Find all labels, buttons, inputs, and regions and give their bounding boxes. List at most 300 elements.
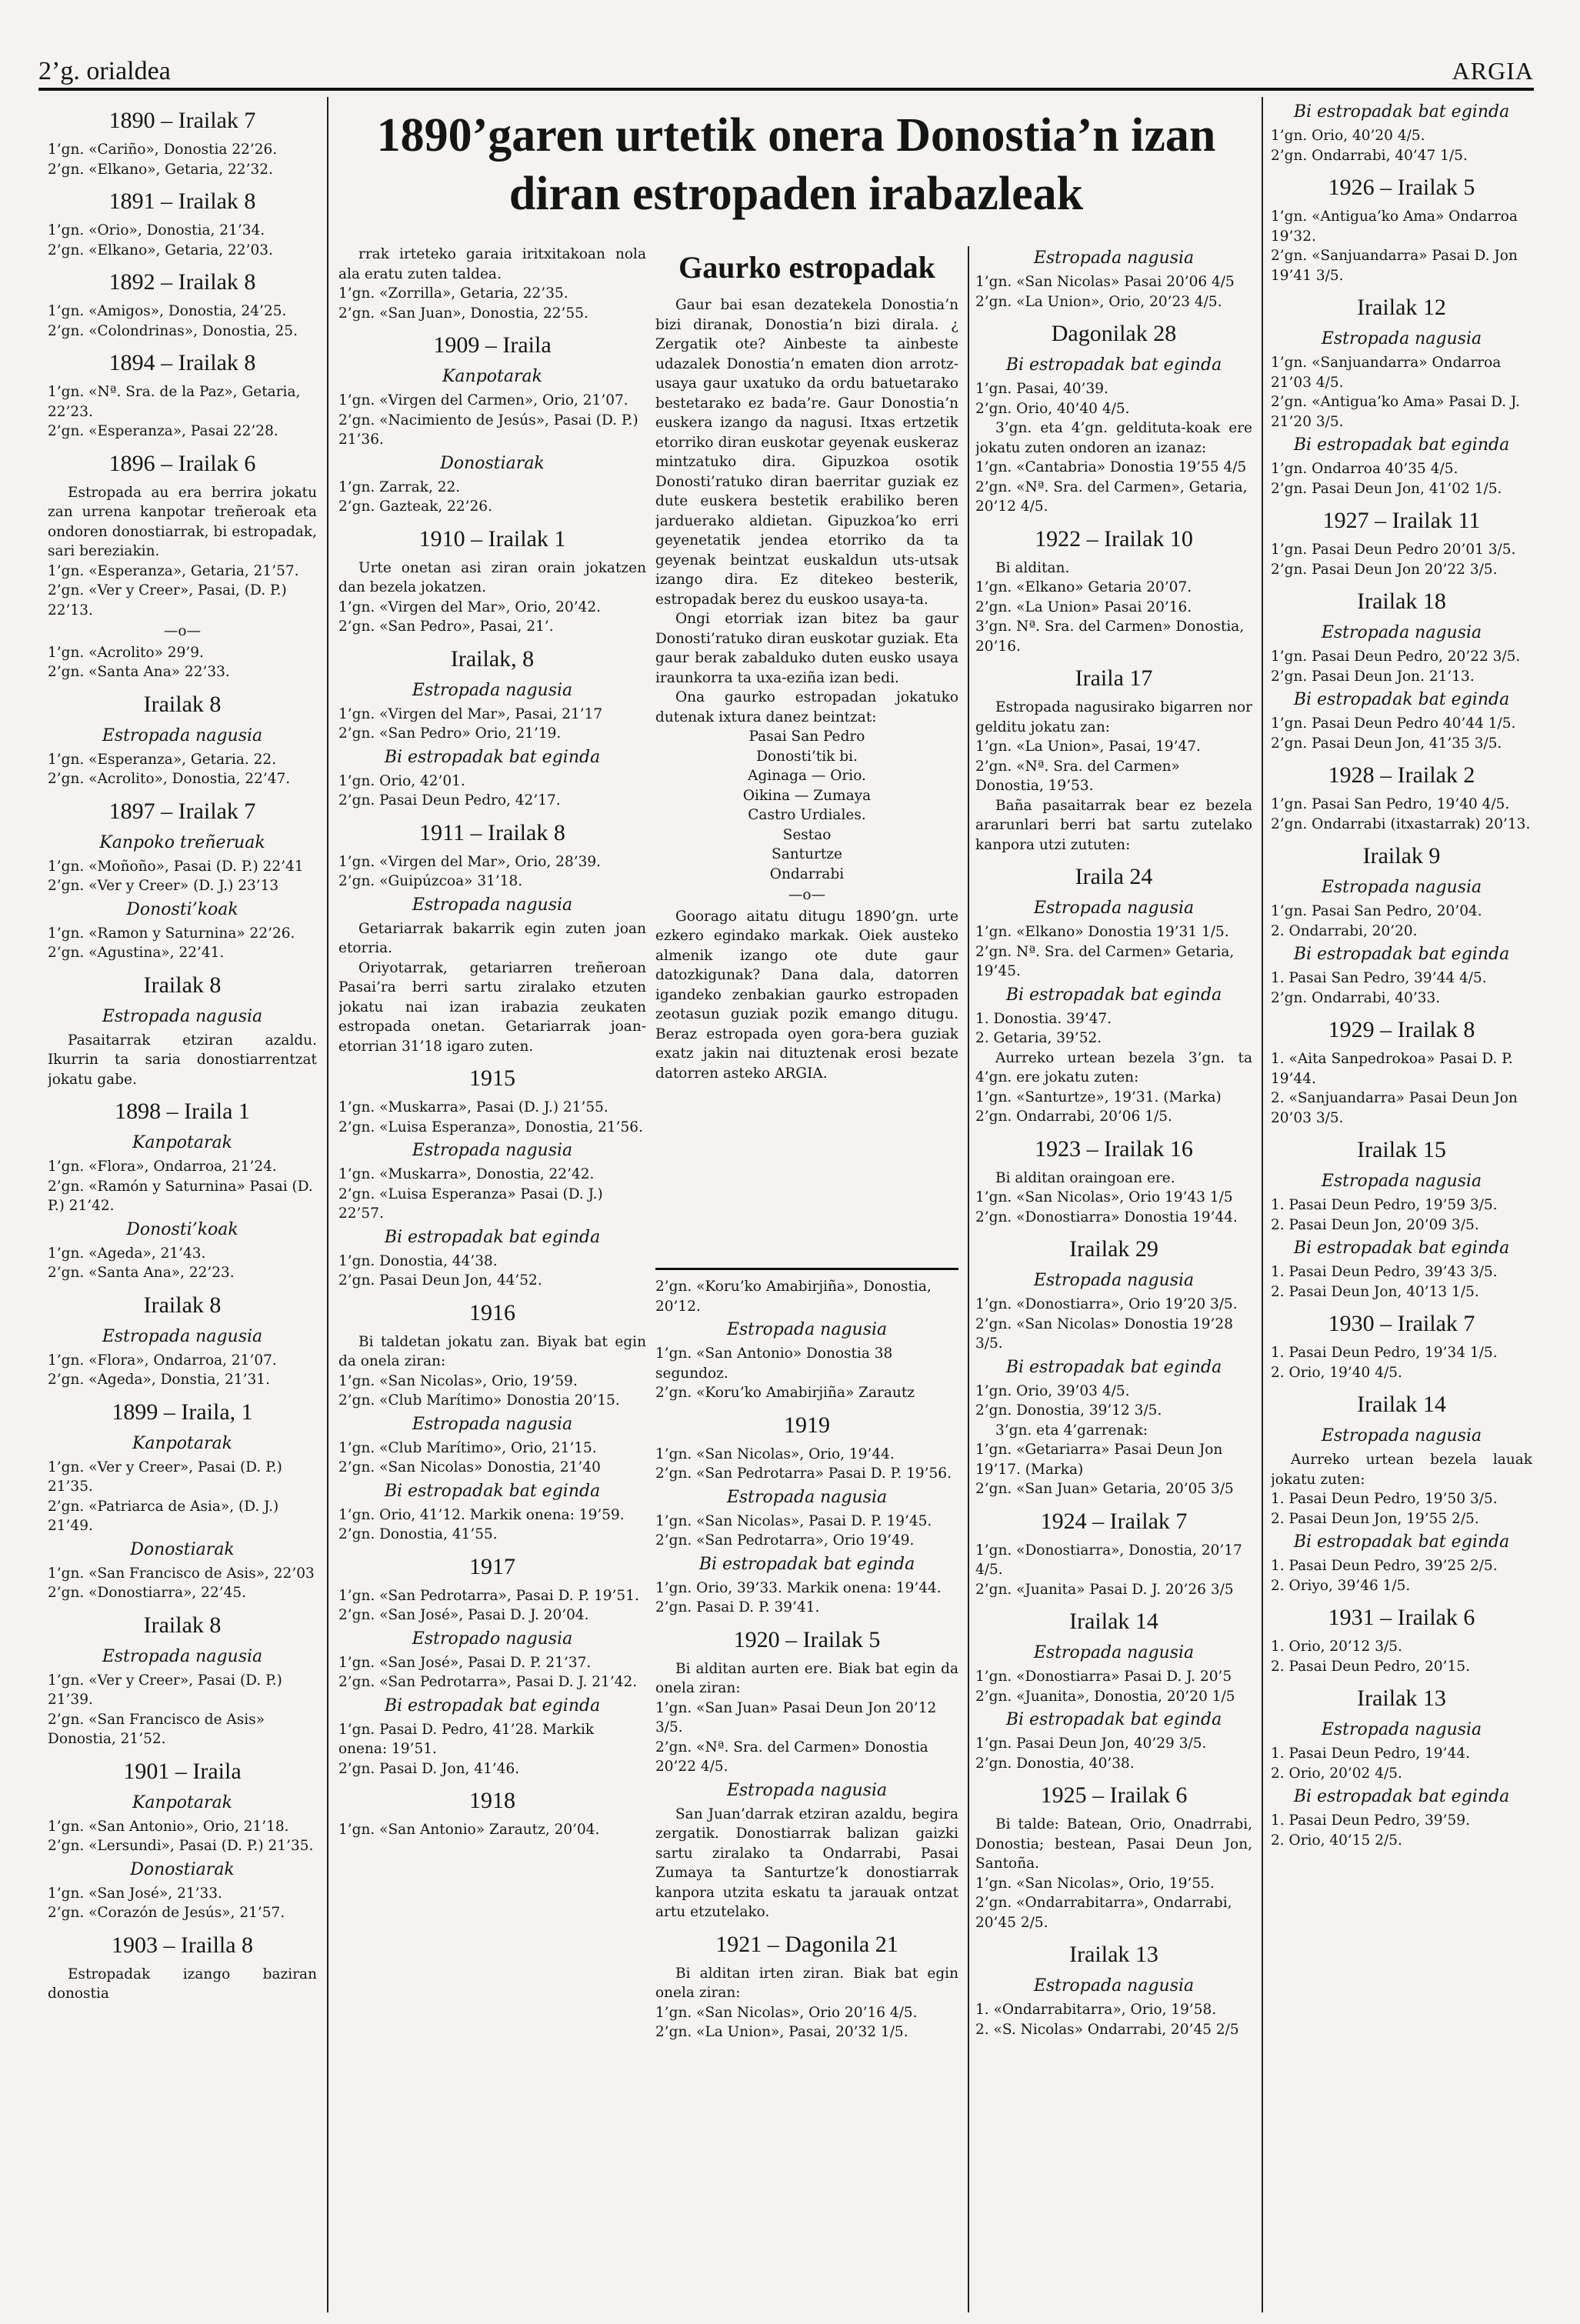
result-line: 1. «Aita Sanpedrokoa» Pasai D. P. 19’44. <box>1271 1051 1513 1087</box>
subheading: Donostiarak <box>130 1539 235 1559</box>
result-line: 1’gn. Pasai D. Pedro, 41’28. Markik onena: 19’51. <box>338 1721 595 1757</box>
result-line: 2’gn. «Colondrinas», Donostia, 25. <box>48 322 298 339</box>
result-line: 2’gn. Pasai Deun Jon, 41’02 1/5. <box>1271 480 1502 497</box>
subheading: Donosti’koak <box>126 899 238 919</box>
subheading: Estropada nagusia <box>102 1646 263 1666</box>
result-line: 2’gn. «Juanita», Donostia, 20’20 1/5 <box>975 1688 1235 1705</box>
paragraph: Oriyotarrak, getariarren treñeroan Pasai’ra berri sartu ziralako etzuten jokatu nai izan irabazia zeukaten estropada onetan. Getariarrak joan-etorrian 31’18 igaro zuten. <box>338 959 646 1055</box>
subheading: Estropada nagusia <box>726 1780 888 1800</box>
result-line: 2’gn. «Juanita» Pasai D. J. 20’26 3/5 <box>975 1581 1234 1598</box>
subheading: Estropada nagusia <box>1033 1976 1195 1996</box>
subheading: Kanpoko treñeruak <box>99 832 265 852</box>
section-heading: Irailak 14 <box>1357 1392 1446 1417</box>
section-heading: 1918 <box>469 1788 515 1813</box>
subheading: Estropada nagusia <box>1321 878 1482 897</box>
subheading: Estropada nagusia <box>412 680 573 700</box>
subheading: Bi estropadak bat eginda <box>384 1481 601 1501</box>
gaurko-paragraph: Gaur bai esan dezatekela Donostia’n bizi diranak, Donostia’n bizi dirala. ¿ Zergatik ote? Ainbeste ta ainbeste udazalek Donostia’n ematen dion arrotz-usaya gaur uxatuko da ordu batuetarako bestetarako ez bada’re. Gaur Donostia’n euskera izango da nagusi. Itxas ertzetik etorriko diran euskotar geyenak euskeraz mintzatuko dira. Gipuzkoa osotik Donosti’ratuko diran baerritar guziak ez dute euskera bestetik erabiliko beren jarduerako aldietan. Gipuzkoa’ko erri geyenetatik jendea etorriko da ta geyenak beintzat euskaldun uts-utsak izango dira. Ez ditekeo besterik, estropadak berez du euskoo usaya-ta. <box>655 297 958 608</box>
paragraph: Bi alditan. <box>995 559 1070 576</box>
result-line: 1. Pasai San Pedro, 39’44 4/5. <box>1271 970 1487 986</box>
result-line: 2’gn. «Lersundi», Pasai (D. P.) 21’35. <box>48 1838 314 1854</box>
result-line: 2’gn. «Donostiarra» Donostia 19’44. <box>975 1209 1238 1225</box>
subheading: Kanpotarak <box>442 367 542 386</box>
paragraph: Bi taldetan jokatu zan. Biyak bat egin da onela ziran: <box>338 1333 646 1369</box>
result-line: 1’gn. «Cariño», Donostia 22’26. <box>48 142 278 158</box>
subheading: Bi estropadak bat eginda <box>1293 1239 1510 1258</box>
result-line: 1’gn. «Donostiarra», Donostia, 20’17 4/5. <box>975 1542 1242 1578</box>
result-line: 2’gn. «Luisa Esperanza» Pasai (D. J.) 22’57. <box>338 1185 603 1222</box>
result-line: 1’gn. «Ramon y Saturnina» 22’26. <box>48 925 295 942</box>
paragraph: rrak irteteko garaia iritxitakoan nola ala eratu zuten taldea. <box>338 246 646 282</box>
subheading: Estropada nagusia <box>412 1141 573 1160</box>
result-line: 1’gn. «Acrolito» 29’9. <box>48 644 204 661</box>
subheading: Bi estropadak bat eginda <box>384 1227 601 1247</box>
team-name: Sestao <box>782 826 832 843</box>
subheading: Bi estropadak bat eginda <box>1005 985 1222 1005</box>
column-rule <box>968 246 969 2312</box>
result-line: 1’gn. «Getariarra» Pasai Deun Jon 19’17. (Marka) <box>975 1442 1223 1478</box>
result-line: 2. Orio, 40’15 2/5. <box>1271 1832 1402 1849</box>
subheading: Estropada nagusia <box>726 1320 888 1339</box>
result-line: 2’gn. «Ver y Creer», Pasai, (D. P.) 22’13. <box>48 582 287 619</box>
result-line: 2. Pasai Deun Jon, 20’09 3/5. <box>1271 1216 1479 1233</box>
result-line: 2’gn. «Santa Ana» 22’33. <box>48 664 230 680</box>
result-line: 2’gn. Orio, 40’40 4/5. <box>975 400 1130 417</box>
result-line: 2’gn. Nª. Sra. del Carmen» Getaria, 19’45. <box>975 943 1235 979</box>
result-line: 1’gn. «Donostiarra», Orio 19’20 3/5. <box>975 1296 1238 1312</box>
result-line: 1. Pasai Deun Pedro, 19’50 3/5. <box>1271 1491 1498 1507</box>
result-line: 1’gn. Pasai Deun Jon, 40’29 3/5. <box>975 1735 1207 1752</box>
result-line: 1’gn. «Donostiarra» Pasai D. J. 20’5 <box>975 1669 1232 1685</box>
result-line: 1’gn. «San Juan» Pasai Deun Jon 20’12 3/5. <box>655 1699 937 1735</box>
result-line: 2’gn. «Ageda», Donstia, 21’31. <box>48 1372 270 1388</box>
result-line: 2’gn. «Corazón de Jesús», 21’57. <box>48 1905 285 1921</box>
subheading: Bi estropadak bat eginda <box>1005 355 1222 375</box>
result-line: 2’gn. Donostia, 41’55. <box>338 1526 498 1542</box>
result-line: 2’gn. «Patriarca de Asia», (D. J.) 21’49. <box>48 1498 279 1534</box>
result-line: 1’gn. «Zorrilla», Getaria, 22’35. <box>338 285 568 302</box>
section-heading: 1892 – Irailak 8 <box>108 269 256 295</box>
section-heading: Irailak 12 <box>1357 295 1446 320</box>
section-heading: 1923 – Irailak 16 <box>1035 1135 1193 1162</box>
result-line: 1’gn. «San Nicolas», Orio 19’43 1/5 <box>975 1189 1233 1205</box>
result-line: 1’gn. «San Nicolas», Orio, 19’59. <box>338 1372 578 1389</box>
result-line: 1’gn. «Ageda», 21’43. <box>48 1245 206 1262</box>
result-line: 3’gn. Nª. Sra. del Carmen» Donostia, 20’16. <box>975 619 1245 655</box>
result-line: 2’gn. «Ondarrabitarra», Ondarrabi, 20’45 2/5. <box>975 1895 1232 1931</box>
result-line: 1’gn. Pasai San Pedro, 19’40 4/5. <box>1271 796 1510 812</box>
subheading: Bi estropadak bat eginda <box>1005 1710 1222 1729</box>
paragraph: Estropadak izango baziran donostia <box>48 1966 317 2002</box>
subheading: Estropada nagusia <box>1321 329 1482 348</box>
section-heading: Irailak 8 <box>143 972 222 998</box>
result-line: 1’gn. «Esperanza», Getaria, 21’57. <box>48 562 299 579</box>
result-line: 2’gn. «Nª. Sra. del Carmen», Getaria, 20’12 4/5. <box>975 478 1248 515</box>
result-line: 1. Pasai Deun Pedro, 39’43 3/5. <box>1271 1264 1498 1280</box>
gaurko-paragraph: Ongi etorriak izan bitez ba gaur Donosti’ratuko diran euskotar guziak. Eta gaur berak zabalduko duten eusko usaya iraunkorra ta uxa-eziña izan bedi. <box>655 611 958 686</box>
result-line: 1’gn. «San José», Pasai D. P. 21’37. <box>338 1654 592 1671</box>
result-line: 2’gn. «San Nicolas» Donostia, 21’40 <box>338 1459 601 1475</box>
result-line: 2’gn. Ondarrabi (itxastarrak) 20’13. <box>1271 815 1531 832</box>
result-line: 1’gn. «San Francisco de Asis», 22’03 <box>48 1565 315 1582</box>
result-line: 2’gn. «La Union» Pasai 20’16. <box>975 599 1192 615</box>
result-line: 2’gn. «Koru’ko Amabirjiña» Zarautz <box>655 1385 915 1401</box>
section-heading: 1891 – Irailak 8 <box>108 188 256 214</box>
section-heading: 1915 <box>469 1065 515 1091</box>
result-line: 2’gn. «Club Marítimo» Donostia 20’15. <box>338 1392 620 1409</box>
result-line: 1’gn. «San Nicolas», Orio, 19’55. <box>975 1875 1215 1892</box>
result-line: 2’gn. Pasai D. P. 39’41. <box>655 1599 820 1615</box>
section-heading: 1899 – Iraila, 1 <box>112 1399 253 1425</box>
result-line: 2’gn. «San Pedro», Pasai, 21’. <box>338 619 554 635</box>
result-line: 2’gn. «Koru’ko Amabirjiña», Donostia, 20’12. <box>655 1279 932 1315</box>
result-line: 1’gn. «Virgen del Mar», Orio, 20’42. <box>338 599 602 615</box>
result-line: 1’gn. «La Union», Pasai, 19’47. <box>975 739 1201 755</box>
section-heading: 1916 <box>469 1299 515 1325</box>
main-title-line: 1890’garen urtetik onera Donostia’n izan <box>376 109 1216 162</box>
section-heading: Irailak 13 <box>1069 1942 1158 1967</box>
result-line: 1’gn. Zarrak, 22. <box>338 478 461 495</box>
section-heading: Irailak 8 <box>143 1292 222 1318</box>
section-heading: 1919 <box>784 1412 830 1438</box>
result-line: 1’gn. «San Antonio» Zarautz, 20’04. <box>338 1822 600 1838</box>
subheading: Bi estropadak bat eginda <box>1293 1532 1510 1552</box>
result-line: 2’gn. «Nacimiento de Jesús», Pasai (D. P.) 21’36. <box>338 412 638 448</box>
result-line: 1. Pasai Deun Pedro, 19’34 1/5. <box>1271 1345 1498 1361</box>
result-line: 2’gn. «Sanjuandarra» Pasai D. Jon 19’41 3/5. <box>1271 248 1518 284</box>
column-5 <box>1271 98 1532 2314</box>
section-heading: 1898 – Iraila 1 <box>115 1099 250 1124</box>
result-line: 1’gn. Pasai San Pedro, 20’04. <box>1271 903 1482 919</box>
result-line: 1. «Ondarrabitarra», Orio, 19’58. <box>975 2002 1217 2018</box>
subheading: Estropada nagusia <box>1321 1172 1482 1191</box>
column-4 <box>975 245 1252 2314</box>
team-name: Pasai San Pedro <box>748 729 865 745</box>
subheading: Estropada nagusia <box>1033 1271 1195 1290</box>
column-rule <box>1262 97 1263 2312</box>
result-line: 1’gn. «Cantabria» Donostia 19’55 4/5 <box>975 459 1247 475</box>
result-line: 1’gn. «San José», 21’33. <box>48 1885 222 1902</box>
result-line: 1’gn. Orio, 41’12. Markik onena: 19’59. <box>338 1506 625 1523</box>
result-line: 2’gn. «Ver y Creer» (D. J.) 23’13 <box>48 878 279 894</box>
paragraph: Estropada nagusirako bigarren nor gelditu jokatu zan: <box>975 699 1252 735</box>
gaurko-title: Gaurko estropadak <box>678 250 935 285</box>
result-line: 2’gn. Gazteak, 22’26. <box>338 498 492 515</box>
section-separator: —o— <box>163 623 202 639</box>
section-heading: 1926 – Irailak 5 <box>1328 175 1475 200</box>
subheading: Estropada nagusia <box>412 895 573 915</box>
result-line: 1’gn. «Club Marítimo», Orio, 21’15. <box>338 1439 597 1456</box>
section-separator: —o— <box>788 887 826 903</box>
section-heading: 1922 – Irailak 10 <box>1035 525 1193 552</box>
result-line: 2’gn. «Ramón y Saturnina» Pasai (D. P.) 21’42. <box>48 1178 313 1214</box>
section-heading: Irailak 14 <box>1069 1609 1158 1634</box>
section-heading: 1920 – Irailak 5 <box>733 1626 881 1652</box>
paragraph: Getariarrak bakarrik egin zuten joan etorria. <box>338 920 646 956</box>
result-line: 1’gn. «San Nicolas», Pasai D. P. 19’45. <box>655 1512 932 1529</box>
result-line: 2’gn. «San Pedrotarra», Orio 19’49. <box>655 1532 915 1549</box>
result-line: 1’gn. Pasai Deun Pedro 40’44 1/5. <box>1271 715 1516 732</box>
subheading: Estropada nagusia <box>1321 1720 1482 1739</box>
result-line: 1’gn. «San Nicolas», Orio 20’16 4/5. <box>655 2004 918 2021</box>
section-heading: 1931 – Irailak 6 <box>1328 1605 1475 1630</box>
paragraph: Estropada au era berrira jokatu zan urrena kanpotar treñeroak eta ondoren donostiarrak, bi estropadak, sari bereziakin. <box>48 484 317 559</box>
paragraph: 3’gn. eta 4’garrenak: <box>995 1422 1148 1439</box>
result-line: 2. Pasai Deun Pedro, 20’15. <box>1271 1658 1470 1675</box>
gaurko-paragraph: Ona gaurko estropadan jokatuko dutenak ixtura danez beintzat: <box>655 689 958 725</box>
subheading: Kanpotarak <box>132 1133 232 1152</box>
result-line: 1’gn. «San Pedrotarra», Pasai D. P. 19’51. <box>338 1587 639 1604</box>
subheading: Kanpotarak <box>132 1792 232 1812</box>
subheading: Estropado nagusia <box>412 1629 573 1649</box>
result-line: 1’gn. «Antigua’ko Ama» Ondarroa 19’32. <box>1271 208 1518 245</box>
result-line: 2. Orio, 19’40 4/5. <box>1271 1364 1402 1381</box>
result-line: 2’gn. Donostia, 39’12 3/5. <box>975 1402 1162 1419</box>
team-name: Donosti’tik bi. <box>756 748 858 765</box>
result-line: 2’gn. «San Juan» Getaria, 20’05 3/5 <box>975 1481 1234 1497</box>
result-line: 2’gn. Pasai Deun Jon, 44’52. <box>338 1272 542 1289</box>
result-line: 2’gn. «San Nicolas» Donostia 19’28 3/5. <box>975 1315 1233 1352</box>
result-line: 1’gn. Orio, 40’20 4/5. <box>1271 128 1425 144</box>
masthead <box>38 54 1534 91</box>
page-number: 2’g. orialdea <box>38 57 171 85</box>
result-line: 1’gn. «San Nicolas», Orio, 19’44. <box>655 1445 895 1462</box>
gaurko-closing: Goorago aitatu ditugu 1890’gn. urte ezkero egindako markak. Oiek austeko almenik izango ote dute gaur datozkigunak? Dana dala, datorren igandeko zenbakian gaurko estropaden zeotasun guziak pozik emango ditugu. Beraz estropada oyen gora-bera guziak exatz jakin nai dituztenak erosi bezate datorren asteko ARGIA. <box>655 908 958 1082</box>
result-line: 1’gn. Orio, 39’03 4/5. <box>975 1382 1130 1399</box>
subheading: Estropada nagusia <box>726 1487 888 1507</box>
result-line: 2. Oriyo, 39’46 1/5. <box>1271 1577 1411 1594</box>
paragraph: San Juan’darrak etziran azaldu, begira zergatik. Donostiarrak balizan gaizki sartu ziralako ta Ondarrabi, Pasai Zumaya ta Santurtze’k donostiarrak kanpora utzita eskatu ta jarauak ontzat artu etzutelako. <box>655 1806 958 1920</box>
section-heading: 1897 – Irailak 7 <box>108 798 256 824</box>
section-heading: 1928 – Irailak 2 <box>1328 762 1475 788</box>
result-line: 2’gn. Pasai Deun Jon 20’22 3/5. <box>1271 561 1498 578</box>
section-heading: 1929 – Irailak 8 <box>1328 1017 1475 1042</box>
subheading: Estropada nagusia <box>102 1326 263 1346</box>
section-heading: Irailak 8 <box>143 691 222 717</box>
result-line: 2’gn. Pasai Deun Jon, 41’35 3/5. <box>1271 735 1502 752</box>
result-line: 2. «Sanjuandarra» Pasai Deun Jon 20’03 3/5. <box>1271 1090 1518 1126</box>
result-line: 2’gn. Ondarrabi, 20’06 1/5. <box>975 1109 1172 1125</box>
result-line: 1’gn. «Amigos», Donostia, 24’25. <box>48 303 287 319</box>
result-line: 1. Pasai Deun Pedro, 19’44. <box>1271 1746 1470 1762</box>
result-line: 1. Orio, 20’12 3/5. <box>1271 1639 1402 1655</box>
result-line: 2’gn. Ondarrabi, 40’33. <box>1271 989 1441 1006</box>
section-heading: 1927 – Irailak 11 <box>1322 508 1481 533</box>
result-line: 1’gn. «Ver y Creer», Pasai (D. P.) 21’35. <box>48 1459 282 1495</box>
team-name: Castro Urdiales. <box>748 807 866 823</box>
section-heading: Iraila 17 <box>1075 665 1153 691</box>
result-line: 2’gn. «Guipúzcoa» 31’18. <box>338 873 523 889</box>
paragraph: Bi alditan oraingoan ere. <box>995 1169 1175 1186</box>
subheading: Estropada nagusia <box>1321 623 1482 642</box>
section-heading: 1903 – Irailla 8 <box>111 1932 254 1958</box>
section-heading: 1924 – Irailak 7 <box>1040 1508 1188 1534</box>
result-line: 2. Pasai Deun Jon, 40’13 1/5. <box>1271 1283 1479 1300</box>
result-line: 2’gn. «Esperanza», Pasai 22’28. <box>48 423 278 439</box>
publication-name: ARGIA <box>1452 57 1534 85</box>
subheading: Bi estropadak bat eginda <box>1293 1787 1510 1806</box>
result-line: 1’gn. «Virgen del Mar», Pasai, 21’17 <box>338 705 603 722</box>
result-line: 1’gn. «Moñoño», Pasai (D. P.) 22’41 <box>48 858 304 875</box>
box-rule <box>655 1268 958 1270</box>
paragraph: Bi talde: Batean, Orio, Onadrrabi, Donostia; bestean, Pasai Deun Jon, Santoña. <box>975 1816 1252 1872</box>
result-line: 2’gn. «San Juan», Donostia, 22’55. <box>338 305 588 322</box>
section-heading: 1921 – Dagonila 21 <box>715 1931 898 1957</box>
result-line: 1’gn. «San Antonio», Orio, 21’18. <box>48 1818 289 1835</box>
paragraph: Aurreko urtean bezela lauak jokatu zuten: <box>1271 1452 1532 1488</box>
result-line: 1’gn. «Elkano» Donostia 19’31 1/5. <box>975 924 1229 940</box>
subheading: Bi estropadak bat eginda <box>384 747 601 767</box>
team-name: Oikina — Zumaya <box>742 787 872 804</box>
section-heading: Irailak 18 <box>1357 589 1446 614</box>
column-3-lower <box>655 1277 958 2314</box>
team-name: Ondarrabi <box>769 865 845 882</box>
result-line: 2’gn. Ondarrabi, 40’47 1/5. <box>1271 147 1468 164</box>
column-rule <box>327 97 328 2312</box>
result-line: 1’gn. «Sanjuandarra» Ondarroa 21’03 4/5. <box>1271 355 1502 391</box>
main-title-line: diran estropaden irabazleak <box>508 168 1084 220</box>
result-line: 2’gn. «Santa Ana», 22’23. <box>48 1265 235 1281</box>
column-2 <box>338 245 646 2314</box>
result-line: 2’gn. «La Union», Orio, 20’23 4/5. <box>975 293 1222 310</box>
result-line: 2’gn. «Donostiarra», 22’45. <box>48 1585 247 1601</box>
result-line: 2’gn. Pasai D. Jon, 41’46. <box>338 1760 520 1777</box>
main-title <box>338 106 1254 223</box>
result-line: 1’gn. «San Nicolas» Pasai 20’06 4/5 <box>975 274 1235 290</box>
result-line: 2. Getaria, 39’52. <box>975 1030 1102 1046</box>
result-line: 1. Pasai Deun Pedro, 39’25 2/5. <box>1271 1558 1498 1574</box>
result-line: 2’gn. «Elkano», Getaria, 22’32. <box>48 161 273 178</box>
result-line: 1’gn. Donostia, 44’38. <box>338 1252 498 1269</box>
result-line: 1’gn. Ondarroa 40’35 4/5. <box>1271 461 1458 477</box>
section-heading: 1909 – Iraila <box>433 332 552 358</box>
result-line: 2’gn. «La Union», Pasai, 20’32 1/5. <box>655 2024 908 2040</box>
column-1 <box>48 98 317 2314</box>
result-line: 1’gn. «Flora», Ondarroa, 21’24. <box>48 1159 277 1175</box>
section-heading: Irailak, 8 <box>450 645 535 672</box>
result-line: 1’gn. Orio, 42’01. <box>338 772 465 789</box>
result-line: 1’gn. «Ver y Creer», Pasai (D. P.) 21’39. <box>48 1672 282 1708</box>
section-heading: 1901 – Iraila <box>123 1758 242 1784</box>
subheading: Bi estropadak bat eginda <box>698 1554 915 1574</box>
subheading: Donosti’koak <box>126 1219 238 1239</box>
section-heading: 1917 <box>469 1553 515 1579</box>
subheading: Bi estropadak bat eginda <box>1293 945 1510 964</box>
subheading: Estropada nagusia <box>412 1414 573 1434</box>
paragraph: Bi alditan aurten ere. Biak bat egin da onela ziran: <box>655 1660 958 1696</box>
result-line: 2’gn. «San Francisco de Asis» Donostia, 21’52. <box>48 1711 265 1747</box>
result-line: 1. Donostia. 39’47. <box>975 1010 1112 1027</box>
section-heading: 1896 – Irailak 6 <box>108 450 256 476</box>
result-line: 1’gn. «Santurtze», 19’31. (Marka) <box>975 1089 1222 1105</box>
section-heading: 1930 – Irailak 7 <box>1328 1311 1475 1336</box>
section-heading: Irailak 9 <box>1362 843 1441 869</box>
section-heading: Dagonilak 28 <box>1051 321 1177 346</box>
result-line: 1’gn. «Flora», Ondarroa, 21’07. <box>48 1352 277 1369</box>
result-line: 1’gn. «Elkano» Getaria 20’07. <box>975 579 1192 595</box>
result-line: 2’gn. «Acrolito», Donostia, 22’47. <box>48 771 291 787</box>
subheading: Estropada nagusia <box>1033 899 1195 918</box>
section-heading: 1925 – Irailak 6 <box>1040 1782 1188 1808</box>
section-heading: 1910 – Irailak 1 <box>418 525 566 552</box>
result-line: 2’gn. «San Pedro» Orio, 21’19. <box>338 725 562 742</box>
gaurko-box <box>655 245 958 1260</box>
subheading: Estropada nagusia <box>1321 1426 1482 1445</box>
result-line: 2’gn. «San José», Pasai D. J. 20’04. <box>338 1607 589 1623</box>
paragraph: 3’gn. eta 4’gn. geldituta-koak ere jokatu zuten ondoren an izanaz: <box>975 420 1252 456</box>
result-line: 1’gn. «Virgen del Carmen», Orio, 21’07. <box>338 392 628 408</box>
result-line: 2’gn. Pasai Deun Jon. 21’13. <box>1271 668 1475 685</box>
paragraph: Pasaitarrak etziran azaldu. Ikurrin ta saria donostiarrentzat jokatu gabe. <box>48 1032 317 1088</box>
result-line: 2’gn. «Elkano», Getaria, 22’03. <box>48 242 273 258</box>
result-line: 1’gn. «Esperanza», Getaria. 22. <box>48 751 277 768</box>
paragraph: Bi alditan irten ziran. Biak bat egin onela ziran: <box>655 1965 958 2001</box>
subheading: Bi estropadak bat eginda <box>1293 690 1510 709</box>
section-heading: Irailak 13 <box>1357 1685 1446 1711</box>
result-line: 1’gn. «Muskarra», Pasai (D. J.) 21’55. <box>338 1099 608 1115</box>
subheading: Donostiarak <box>440 453 545 473</box>
subheading: Donostiarak <box>130 1859 235 1879</box>
result-line: 2’gn. «Nª. Sra. del Carmen» Donostia, 19’53. <box>975 758 1180 794</box>
paragraph: Urte onetan asi ziran orain jokatzen dan bezela jokatzen. <box>338 559 646 595</box>
team-name: Santurtze <box>772 846 842 862</box>
section-heading: 1894 – Irailak 8 <box>108 350 256 375</box>
result-line: 1’gn. Pasai Deun Pedro 20’01 3/5. <box>1271 542 1516 558</box>
subheading: Kanpotarak <box>132 1433 232 1453</box>
paragraph: Baña pasaitarrak bear ez bezela ararunlari berri bat sartu zutelako kanpora utzi zututen: <box>975 797 1252 853</box>
result-line: 1’gn. «Muskarra», Donostia, 22’42. <box>338 1166 595 1182</box>
result-line: 2’gn. «Antigua’ko Ama» Pasai D. J. 21’20 3/5. <box>1271 394 1520 430</box>
subheading: Estropada nagusia <box>1033 1643 1195 1662</box>
subheading: Bi estropadak bat eginda <box>1293 102 1510 122</box>
result-line: 2. Pasai Deun Jon, 19’55 2/5. <box>1271 1510 1479 1527</box>
section-heading: Iraila 24 <box>1075 864 1153 889</box>
subheading: Estropada nagusia <box>1033 248 1195 268</box>
subheading: Bi estropadak bat eginda <box>1293 435 1510 455</box>
subheading: Bi estropadak bat eginda <box>384 1695 601 1715</box>
result-line: 2’gn. «Nª. Sra. del Carmen» Donostia 20’22 4/5. <box>655 1739 928 1775</box>
section-heading: 1890 – Irailak 7 <box>108 108 256 133</box>
result-line: 1’gn. «Nª. Sra. de la Paz», Getaria, 22’23. <box>48 384 301 420</box>
result-line: 2. Orio, 20’02 4/5. <box>1271 1765 1402 1782</box>
result-line: 1. Pasai Deun Pedro, 39’59. <box>1271 1812 1470 1829</box>
result-line: 2’gn. «Luisa Esperanza», Donostia, 21’56. <box>338 1119 643 1135</box>
result-line: 1’gn. «Virgen del Mar», Orio, 28’39. <box>338 853 602 870</box>
result-line: 1’gn. «San Antonio» Donostia 38 segundoz. <box>655 1345 893 1382</box>
section-heading: Irailak 15 <box>1357 1137 1446 1162</box>
result-line: 1’gn. Pasai Deun Pedro, 20’22 3/5. <box>1271 649 1521 665</box>
result-line: 2’gn. «San Pedrotarra», Pasai D. J. 21’42. <box>338 1674 638 1690</box>
section-heading: Irailak 29 <box>1069 1236 1158 1262</box>
paragraph: Aurreko urtean bezela 3’gn. ta 4’gn. ere jokatu zuten: <box>975 1049 1252 1085</box>
section-heading: Irailak 8 <box>143 1612 222 1638</box>
section-heading: 1911 – Irailak 8 <box>419 819 565 845</box>
result-line: 2. Ondarrabi, 20’20. <box>1271 922 1418 939</box>
result-line: 2’gn. Donostia, 40’38. <box>975 1755 1135 1772</box>
result-line: 1’gn. Orio, 39’33. Markik onena: 19’44. <box>655 1579 942 1596</box>
result-line: 1’gn. «Orio», Donostia, 21’34. <box>48 222 265 238</box>
subheading: Estropada nagusia <box>102 1006 263 1026</box>
result-line: 1. Pasai Deun Pedro, 19’59 3/5. <box>1271 1197 1498 1213</box>
result-line: 2’gn. «San Pedrotarra» Pasai D. P. 19’56. <box>655 1465 952 1482</box>
subheading: Estropada nagusia <box>102 725 263 745</box>
result-line: 2’gn. «Agustina», 22’41. <box>48 945 225 961</box>
subheading: Bi estropadak bat eginda <box>1005 1357 1222 1377</box>
result-line: 2’gn. Pasai Deun Pedro, 42’17. <box>338 792 561 809</box>
result-line: 1’gn. Pasai, 40’39. <box>975 381 1108 397</box>
team-name: Aginaga — Orio. <box>748 768 866 784</box>
result-line: 2. «S. Nicolas» Ondarrabi, 20’45 2/5 <box>975 2021 1239 2038</box>
